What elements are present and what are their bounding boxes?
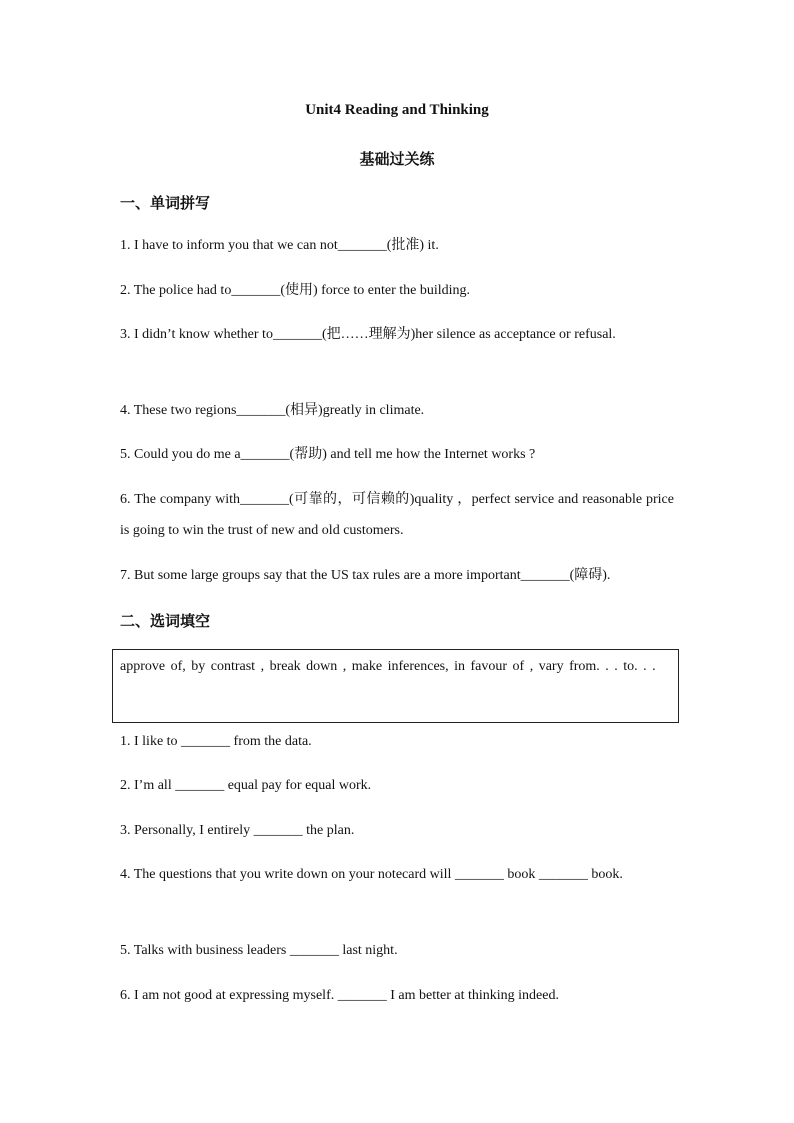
page-title: Unit4 Reading and Thinking	[305, 102, 489, 118]
section-heading-fill-in: 二、选词填空	[120, 612, 211, 630]
fill-item-6: 6. I am not good at expressing myself. _______ I am better at thinking indeed.	[120, 988, 559, 1003]
fill-item-4: 4. The questions that you write down on your notecard will _______ book _______ book.	[120, 867, 623, 882]
spelling-item-4: 4. These two regions_______(相异)greatly in climate.	[120, 403, 425, 418]
spelling-item-2: 2. The police had to_______(使用) force to enter the building.	[120, 283, 471, 298]
spelling-item-5: 5. Could you do me a_______(帮助) and tell me how the Internet works ?	[120, 447, 536, 462]
fill-item-3: 3. Personally, I entirely _______ the plan.	[120, 823, 355, 838]
section-heading-spelling: 一、单词拼写	[120, 194, 211, 212]
fill-item-1: 1. I like to _______ from the data.	[120, 734, 312, 749]
word-bank-text: approve of, by contrast , break down , make inferences, in favour of , vary from. . . to. . .	[120, 659, 656, 674]
page-subtitle: 基础过关练	[359, 152, 435, 168]
word-bank-box	[112, 649, 679, 723]
fill-item-2: 2. I’m all _______ equal pay for equal work.	[120, 778, 372, 793]
spelling-item-7: 7. But some large groups say that the US tax rules are a more important_______(障碍).	[120, 568, 611, 583]
spelling-item-6: 6. The company with_______(可靠的，可信赖的)quality ，perfect service and reasonable price is going to win the trust of new and old customers.	[120, 492, 674, 538]
fill-item-5: 5. Talks with business leaders _______ last night.	[120, 943, 398, 958]
spelling-item-3: 3. I didn’t know whether to_______(把……理解为)her silence as acceptance or refusal.	[120, 327, 616, 342]
spelling-item-1: 1. I have to inform you that we can not_______(批准) it.	[120, 238, 439, 253]
